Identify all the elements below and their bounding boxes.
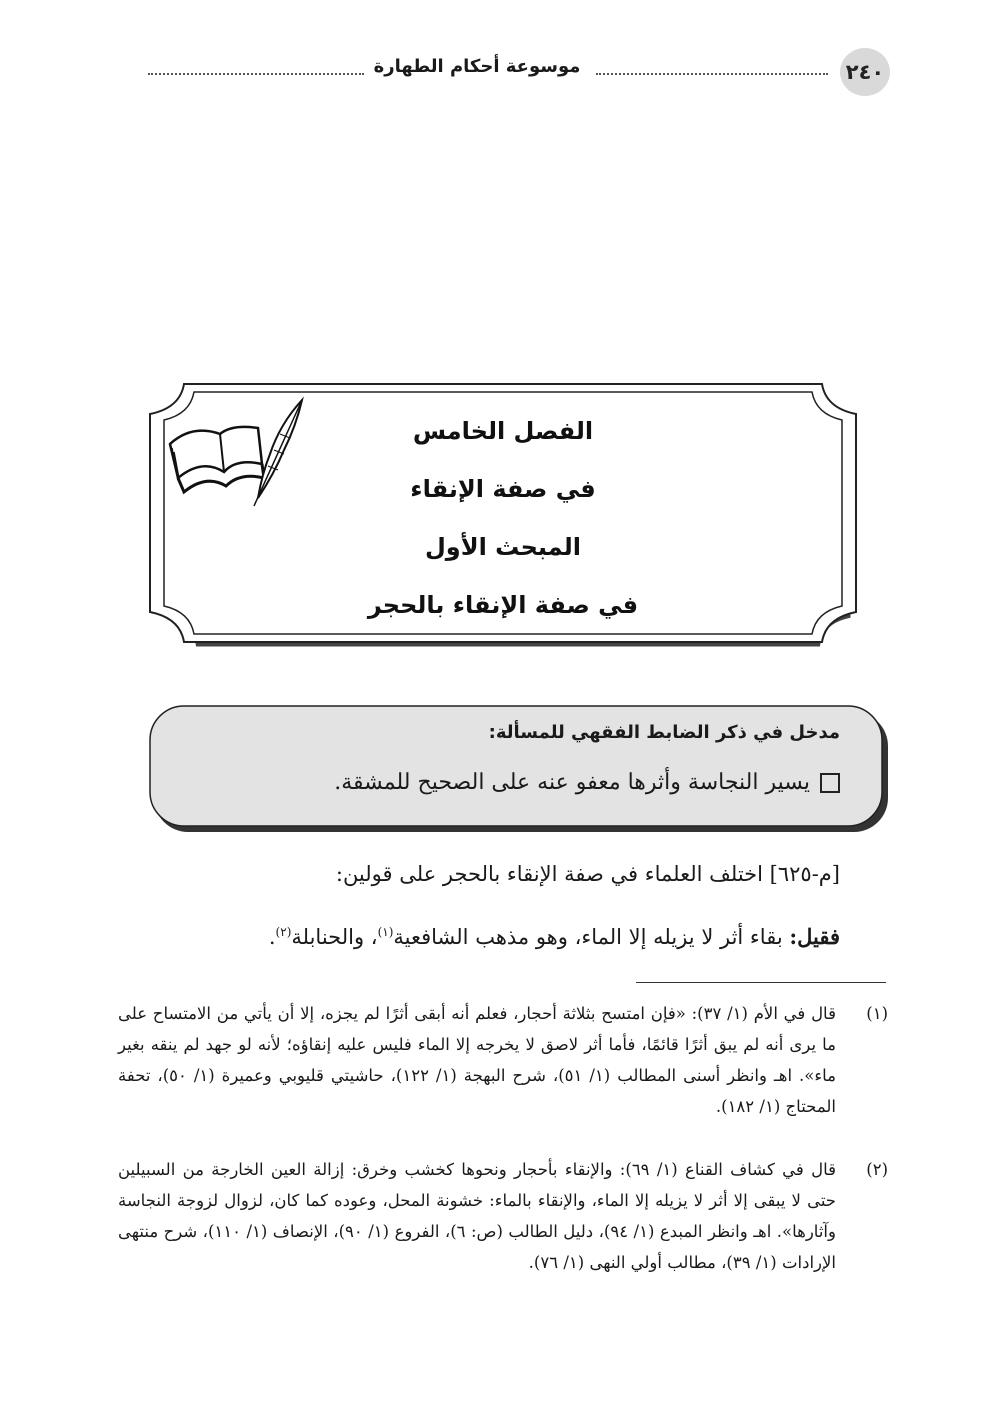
footnote-ref[interactable]: (٢) — [275, 925, 292, 939]
rule-text: يسير النجاسة وأثرها معفو عنه على الصحيح للمشقة. — [334, 770, 810, 795]
rule-heading: مدخل في ذكر الضابط الفقهي للمسألة: — [488, 722, 840, 743]
body-text: بقاء أثر لا يزيله إلا الماء، وهو مذهب الشافعية — [393, 925, 790, 949]
body-text: ، والحنابلة — [291, 925, 378, 949]
rule-item — [334, 770, 840, 795]
body-text: . — [268, 925, 276, 949]
footnote-number: (١) — [866, 1004, 888, 1023]
lead-word: فقيل: — [789, 924, 840, 949]
footnote-text: قال في كشاف القناع (١/ ٦٩): والإنقاء بأحجار ونحوها كخشب وخرق: إزالة العين الخارجة من السبيلين حتى لا يبقى إلا أثر لا يزيله إلا الماء، والإنقاء بالماء: خشونة المحل، وعوده كما كان، لزوال لزوجة النجاسة وآثارها». اهـ وانظر المبدع (١/ ٩٤)، دليل الطالب (ص: ٦)، الفروع (١/ ٩٠)، الإنصاف (١/ ١١٠)، شرح منتهى الإرادات (١/ ٣٩)، مطالب أولي النهى (١/ ٧٦). — [118, 1160, 836, 1272]
header-dots-right — [596, 73, 828, 75]
footnote-number: (٢) — [866, 1160, 888, 1179]
fiqh-rule-box — [148, 704, 892, 836]
footnote — [118, 1154, 888, 1278]
body-paragraph: [م-٦٢٥] اختلف العلماء في صفة الإنقاء بالحجر على قولين: — [335, 862, 840, 886]
section-subheading: في صفة الإنقاء بالحجر — [367, 591, 639, 619]
chapter-title-box — [140, 380, 866, 648]
running-title: موسوعة أحكام الطهارة — [373, 56, 581, 77]
footnote-separator — [636, 982, 886, 983]
page-number: ٢٤٠ — [840, 48, 890, 96]
page-header — [148, 48, 890, 96]
book-and-quill-icon — [162, 394, 312, 514]
checkbox-icon — [820, 773, 840, 793]
footnote-text: قال في الأم (١/ ٣٧): «فإن امتسح بثلاثة أحجار، فعلم أنه أبقى أثرًا لم يجزه، إلا أن يأتي من الامتساح على ما يرى أنه لم يبق أثرًا قائمًا، فأما أثر لاصق لا يخرجه إلا الماء فليس عليه إنقاؤه؛ لأنه لو جهد لم ينقه بغير ماء». اهـ وانظر أسنى المطالب (١/ ٥١)، شرح البهجة (١/ ١٢٢)، حاشيتي قليوبي وعميرة (١/ ٥٠)، تحفة المحتاج (١/ ١٨٢). — [118, 1004, 836, 1116]
body-paragraph — [269, 924, 840, 949]
header-dots-left — [148, 73, 364, 75]
footnote-ref[interactable]: (١) — [377, 925, 394, 939]
chapter-subheading: في صفة الإنقاء — [410, 475, 596, 503]
chapter-heading: الفصل الخامس — [412, 417, 594, 445]
section-heading: المبحث الأول — [424, 533, 582, 561]
footnote — [118, 998, 888, 1122]
